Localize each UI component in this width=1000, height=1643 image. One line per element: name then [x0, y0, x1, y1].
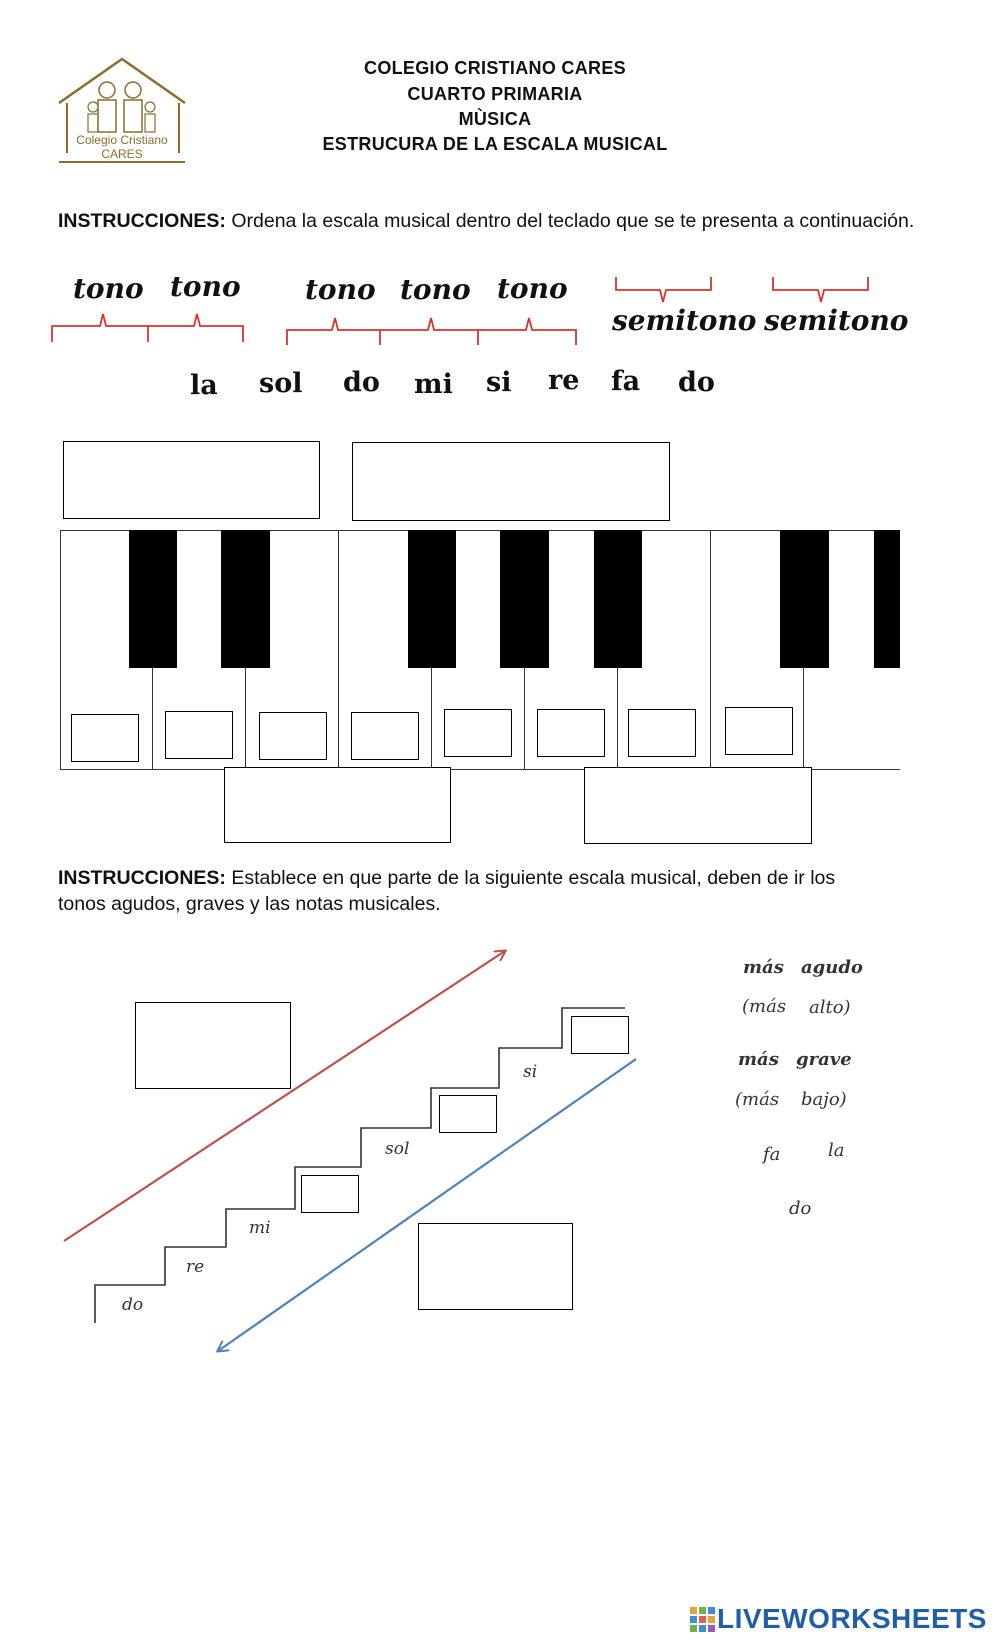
note-word: do [343, 367, 380, 398]
tono-label: tono [305, 273, 376, 306]
answer-box-agudo[interactable] [135, 1002, 291, 1089]
stair-label-do: do [122, 1295, 144, 1315]
instructions-1-label: INSTRUCCIONES: [58, 210, 226, 232]
instructions-2-label: INSTRUCCIONES: [58, 867, 226, 889]
tono-label: tono [400, 273, 471, 306]
stair-label-mi: mi [249, 1218, 271, 1238]
legend-mas-agudo-1: más [743, 957, 784, 978]
liveworksheets-logo-icon [690, 1607, 716, 1633]
note-word: mi [414, 369, 453, 400]
legend-mas-agudo-2: agudo [801, 957, 863, 978]
semitono-label: semitono [764, 304, 909, 337]
tono-label: tono [73, 272, 144, 305]
semitono-label: semitono [612, 304, 757, 337]
tono-label: tono [497, 272, 568, 305]
note-word: la [190, 370, 218, 401]
header-school: COLEGIO CRISTIANO CARES [364, 58, 626, 78]
legend-fa: fa [763, 1144, 781, 1165]
legend-mas-grave-1: más [738, 1049, 779, 1070]
stair-label-re: re [186, 1257, 205, 1277]
footer-brand[interactable]: LIVEWORKSHEETS [717, 1603, 987, 1634]
legend-mas-alto-2: alto) [809, 997, 851, 1018]
legend-la: la [828, 1140, 845, 1161]
header-subject: MÙSICA [458, 109, 532, 129]
legend-mas-grave-2: grave [796, 1049, 852, 1070]
header-grade: CUARTO PRIMARIA [407, 84, 583, 104]
note-word: re [548, 365, 580, 396]
answer-box-grave[interactable] [418, 1223, 573, 1310]
tono-label: tono [170, 270, 241, 303]
stair-label-sol: sol [385, 1139, 410, 1159]
instructions-1-text: Ordena la escala musical dentro del teclado que se te presenta a continuación. [225, 210, 915, 232]
stair-answer-box[interactable] [301, 1175, 359, 1213]
note-word: sol [259, 368, 303, 399]
legend-do: do [789, 1198, 812, 1219]
logo-line-2: CARES [101, 147, 143, 161]
stair-answer-box[interactable] [571, 1016, 629, 1054]
note-word: si [486, 367, 512, 398]
note-word: fa [611, 366, 641, 397]
header-title: ESTRUCURA DE LA ESCALA MUSICAL [322, 134, 668, 154]
legend-mas-alto-1: (más [742, 996, 787, 1017]
instructions-2-text: Establece en que parte de la siguiente escala musical, deben de ir los tonos agudos, graves y las notas musicales. [58, 867, 836, 915]
logo-line-1: Colegio Cristiano [76, 133, 168, 147]
note-word: do [678, 367, 715, 398]
legend-mas-bajo-1: (más [735, 1089, 780, 1110]
stair-label-si: si [523, 1062, 538, 1082]
legend-mas-bajo-2: bajo) [801, 1089, 847, 1110]
stair-answer-box[interactable] [439, 1095, 497, 1133]
